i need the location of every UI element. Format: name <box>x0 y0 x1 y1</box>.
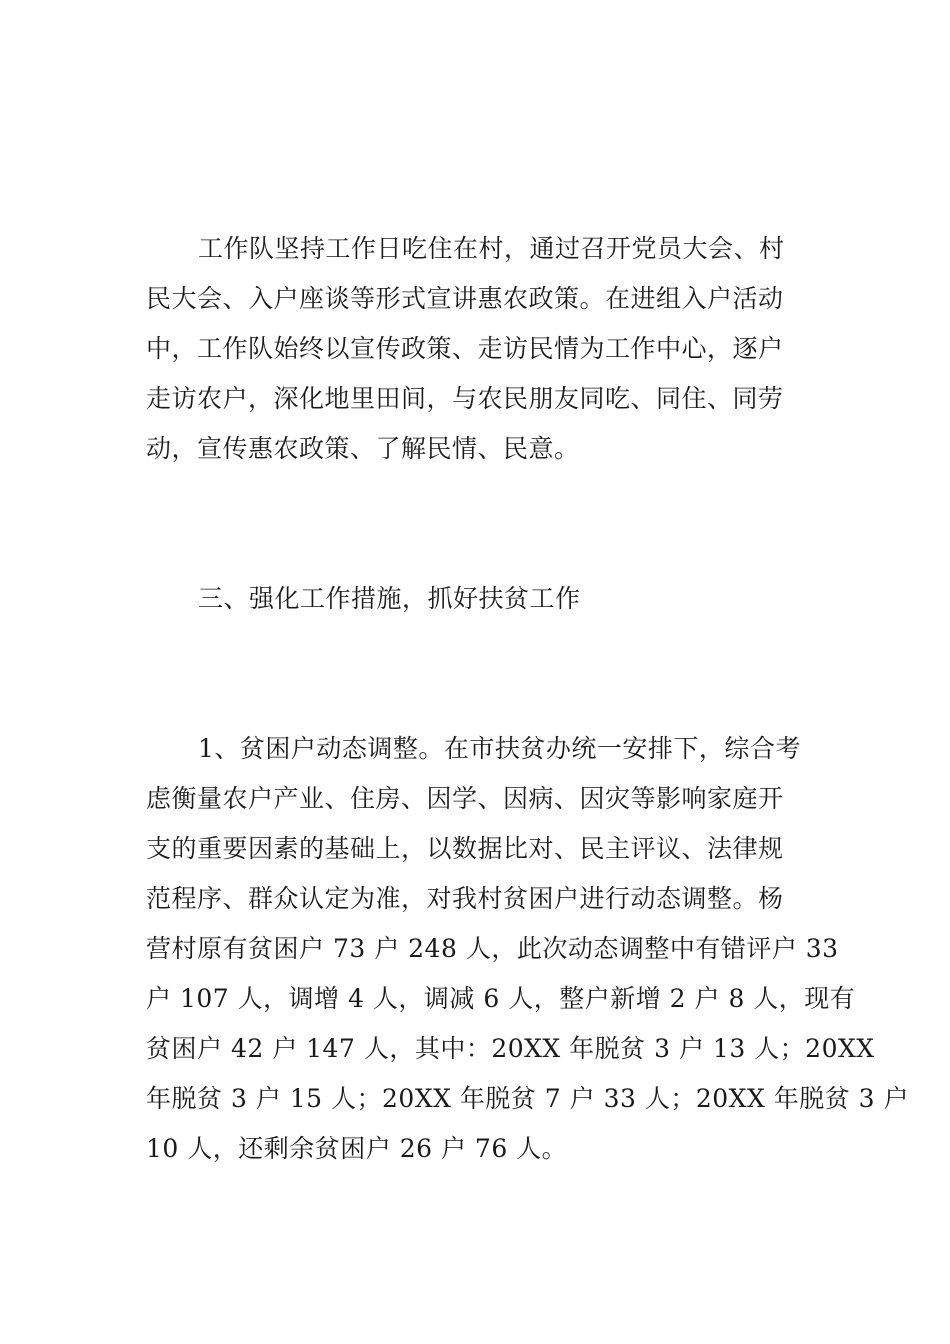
paragraph-line: 户 107 人，调增 4 人，调减 6 人，整户新增 2 户 8 人，现有 <box>146 984 856 1013</box>
paragraph-line: 动，宣传惠农政策、了解民情、民意。 <box>146 434 580 463</box>
paragraph-line: 虑衡量农户产业、住房、因学、因病、因灾等影响家庭开 <box>146 784 784 813</box>
paragraph-line: 年脱贫 3 户 15 人；20XX 年脱贫 7 户 33 人；20XX 年脱贫 3 户 <box>146 1084 910 1113</box>
paragraph-line: 范程序、群众认定为准，对我村贫困户进行动态调整。杨 <box>146 884 784 913</box>
paragraph-line: 工作队坚持工作日吃住在村，通过召开党员大会、村 <box>198 234 785 263</box>
paragraph-line: 中，工作队始终以宣传政策、走访民情为工作中心，逐户 <box>146 334 784 363</box>
paragraph-line: 1、贫困户动态调整。在市扶贫办统一安排下，综合考 <box>198 734 801 763</box>
paragraph-line: 走访农户，深化地里田间，与农民朋友同吃、同住、同劳 <box>146 384 784 413</box>
paragraph-line: 10 人，还剩余贫困户 26 户 76 人。 <box>146 1134 568 1163</box>
section-heading: 三、强化工作措施，抓好扶贫工作 <box>198 584 581 613</box>
paragraph-line: 民大会、入户座谈等形式宣讲惠农政策。在进组入户活动 <box>146 284 784 313</box>
paragraph-line: 营村原有贫困户 73 户 248 人，此次动态调整中有错评户 33 <box>146 934 839 963</box>
paragraph-line: 贫困户 42 户 147 人，其中：20XX 年脱贫 3 户 13 人；20XX <box>146 1034 875 1063</box>
paragraph-line: 支的重要因素的基础上，以数据比对、民主评议、法律规 <box>146 834 784 863</box>
